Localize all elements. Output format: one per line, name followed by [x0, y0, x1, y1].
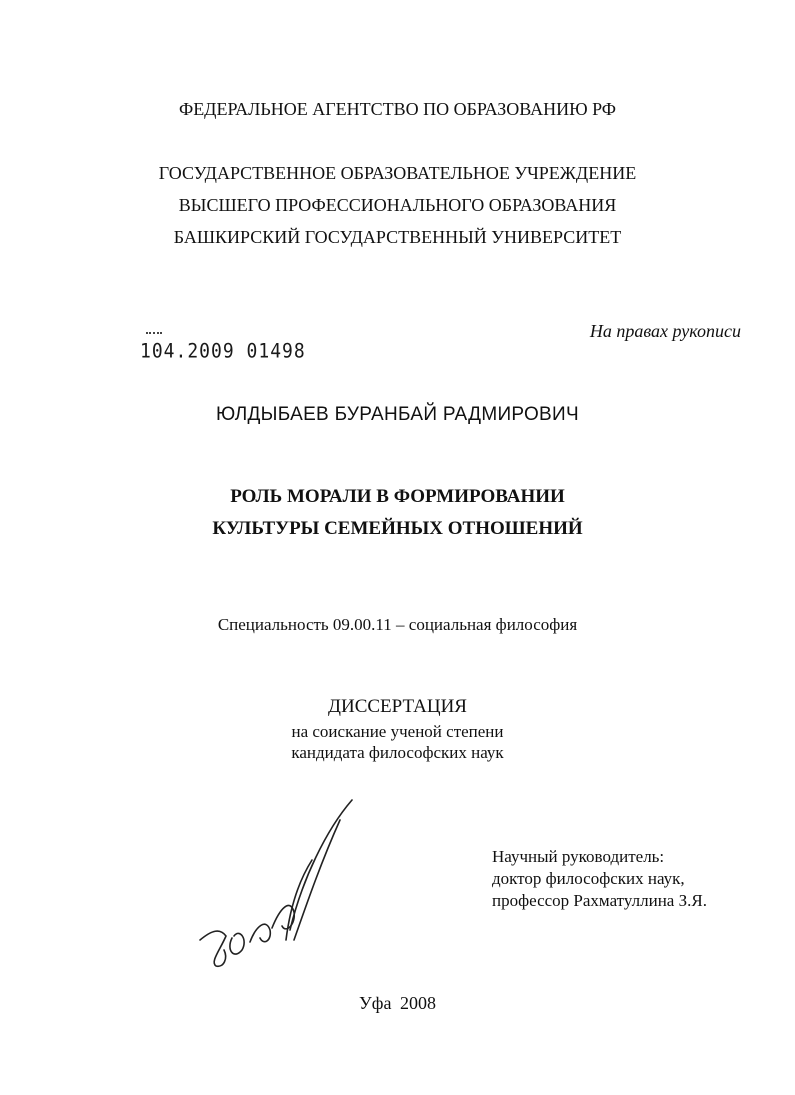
supervisor-label: Научный руководитель:: [492, 847, 665, 866]
agency-name: ФЕДЕРАЛЬНОЕ АГЕНТСТВО ПО ОБРАЗОВАНИЮ РФ: [178, 99, 617, 119]
author-name: ЮЛДЫБАЕВ БУРАНБАЙ РАДМИРОВИЧ: [216, 404, 579, 425]
scientific-supervisor: [492, 846, 707, 912]
thesis-title-line-2: КУЛЬТУРЫ СЕМЕЙНЫХ ОТНОШЕНИЙ: [212, 518, 583, 539]
registration-stamp: 104.2009 01498: [140, 340, 306, 364]
institution-line-2: ВЫСШЕГО ПРОФЕССИОНАЛЬНОГО ОБРАЗОВАНИЯ: [178, 195, 617, 215]
institution-line-1: ГОСУДАРСТВЕННОЕ ОБРАЗОВАТЕЛЬНОЕ УЧРЕЖДЕНИЕ: [158, 163, 637, 183]
handwritten-signature: [190, 790, 370, 980]
thesis-title-line-1: РОЛЬ МОРАЛИ В ФОРМИРОВАНИИ: [230, 486, 565, 507]
city-and-year: Уфа 2008: [359, 993, 436, 1013]
dissertation-degree-line-1: на соискание ученой степени: [291, 722, 504, 741]
supervisor-degree: доктор философских наук,: [492, 869, 685, 888]
dissertation-heading: ДИССЕРТАЦИЯ: [328, 696, 467, 717]
dissertation-degree-line-2: кандидата философских наук: [291, 743, 504, 762]
supervisor-name: профессор Рахматуллина З.Я.: [492, 891, 707, 910]
stamp-marks: [146, 332, 162, 336]
specialty: Специальность 09.00.11 – социальная философия: [217, 615, 578, 634]
institution-line-3: БАШКИРСКИЙ ГОСУДАРСТВЕННЫЙ УНИВЕРСИТЕТ: [173, 227, 622, 247]
manuscript-rights-note: На правах рукописи: [589, 321, 741, 341]
